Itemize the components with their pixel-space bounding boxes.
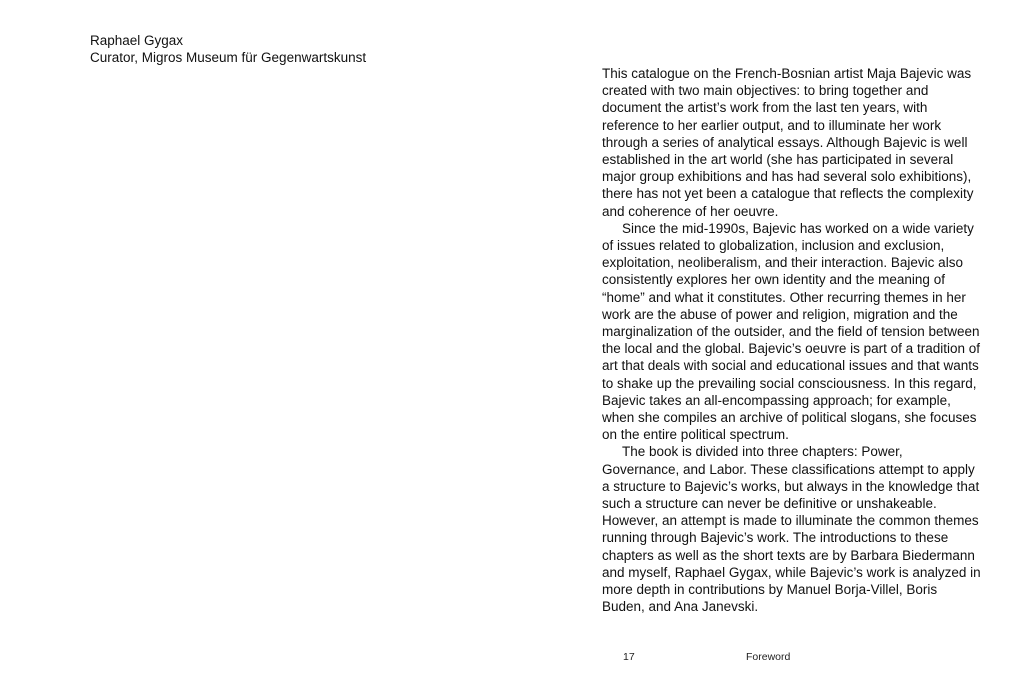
author-name: Raphael Gygax xyxy=(90,33,184,48)
section-name: Foreword xyxy=(746,651,791,663)
paragraph-1: This catalogue on the French-Bosnian artist Maja Bajevic was created with two main objectives: to bring together and document the artist’s work from the last ten years, with reference to her earlier output, and to illuminate her work through a series of analytical essays. Although Bajevic is well established in the art world (she has participated in several major group exhibitions and has had several solo exhibitions), there has not yet been a catalogue that reflects the complexity and coherence of her oeuvre. xyxy=(602,66,974,219)
author-block xyxy=(90,32,366,66)
page-number: 17 xyxy=(623,651,635,663)
author-title: Curator, Migros Museum für Gegenwartskunst xyxy=(90,50,367,65)
paragraph-2: Since the mid-1990s, Bajevic has worked on a wide variety of issues related to globalization, inclusion and exclusion, exploitation, neoliberalism, and their interaction. Bajevic also consistently explores her own identity and the meaning of “home” and what it constitutes. Other recurring themes in her work are the abuse of power and religion, migration and the marginalization of the outsider, and the field of tension between the local and the global. Bajevic’s oeuvre is part of a tradition of art that deals with social and educational issues and that wants to shake up the prevailing social consciousness. In this regard, Bajevic takes an all-encompassing approach; for example, when she compiles an archive of political slogans, she focuses on the entire political spectrum. xyxy=(602,220,980,443)
body-text xyxy=(602,65,982,616)
paragraph-3: The book is divided into three chapters: Power, Governance, and Labor. These classifications attempt to apply a structure to Bajevic’s works, but always in the knowledge that such a structure can never be definitive or unshakeable. However, an attempt is made to illuminate the common themes running through Bajevic’s work. The introductions to these chapters as well as the short texts are by Barbara Biedermann and myself, Raphael Gygax, while Bajevic’s work is analyzed in more depth in contributions by Manuel Borja-Villel, Boris Buden, and Ana Janevski. xyxy=(602,444,981,615)
